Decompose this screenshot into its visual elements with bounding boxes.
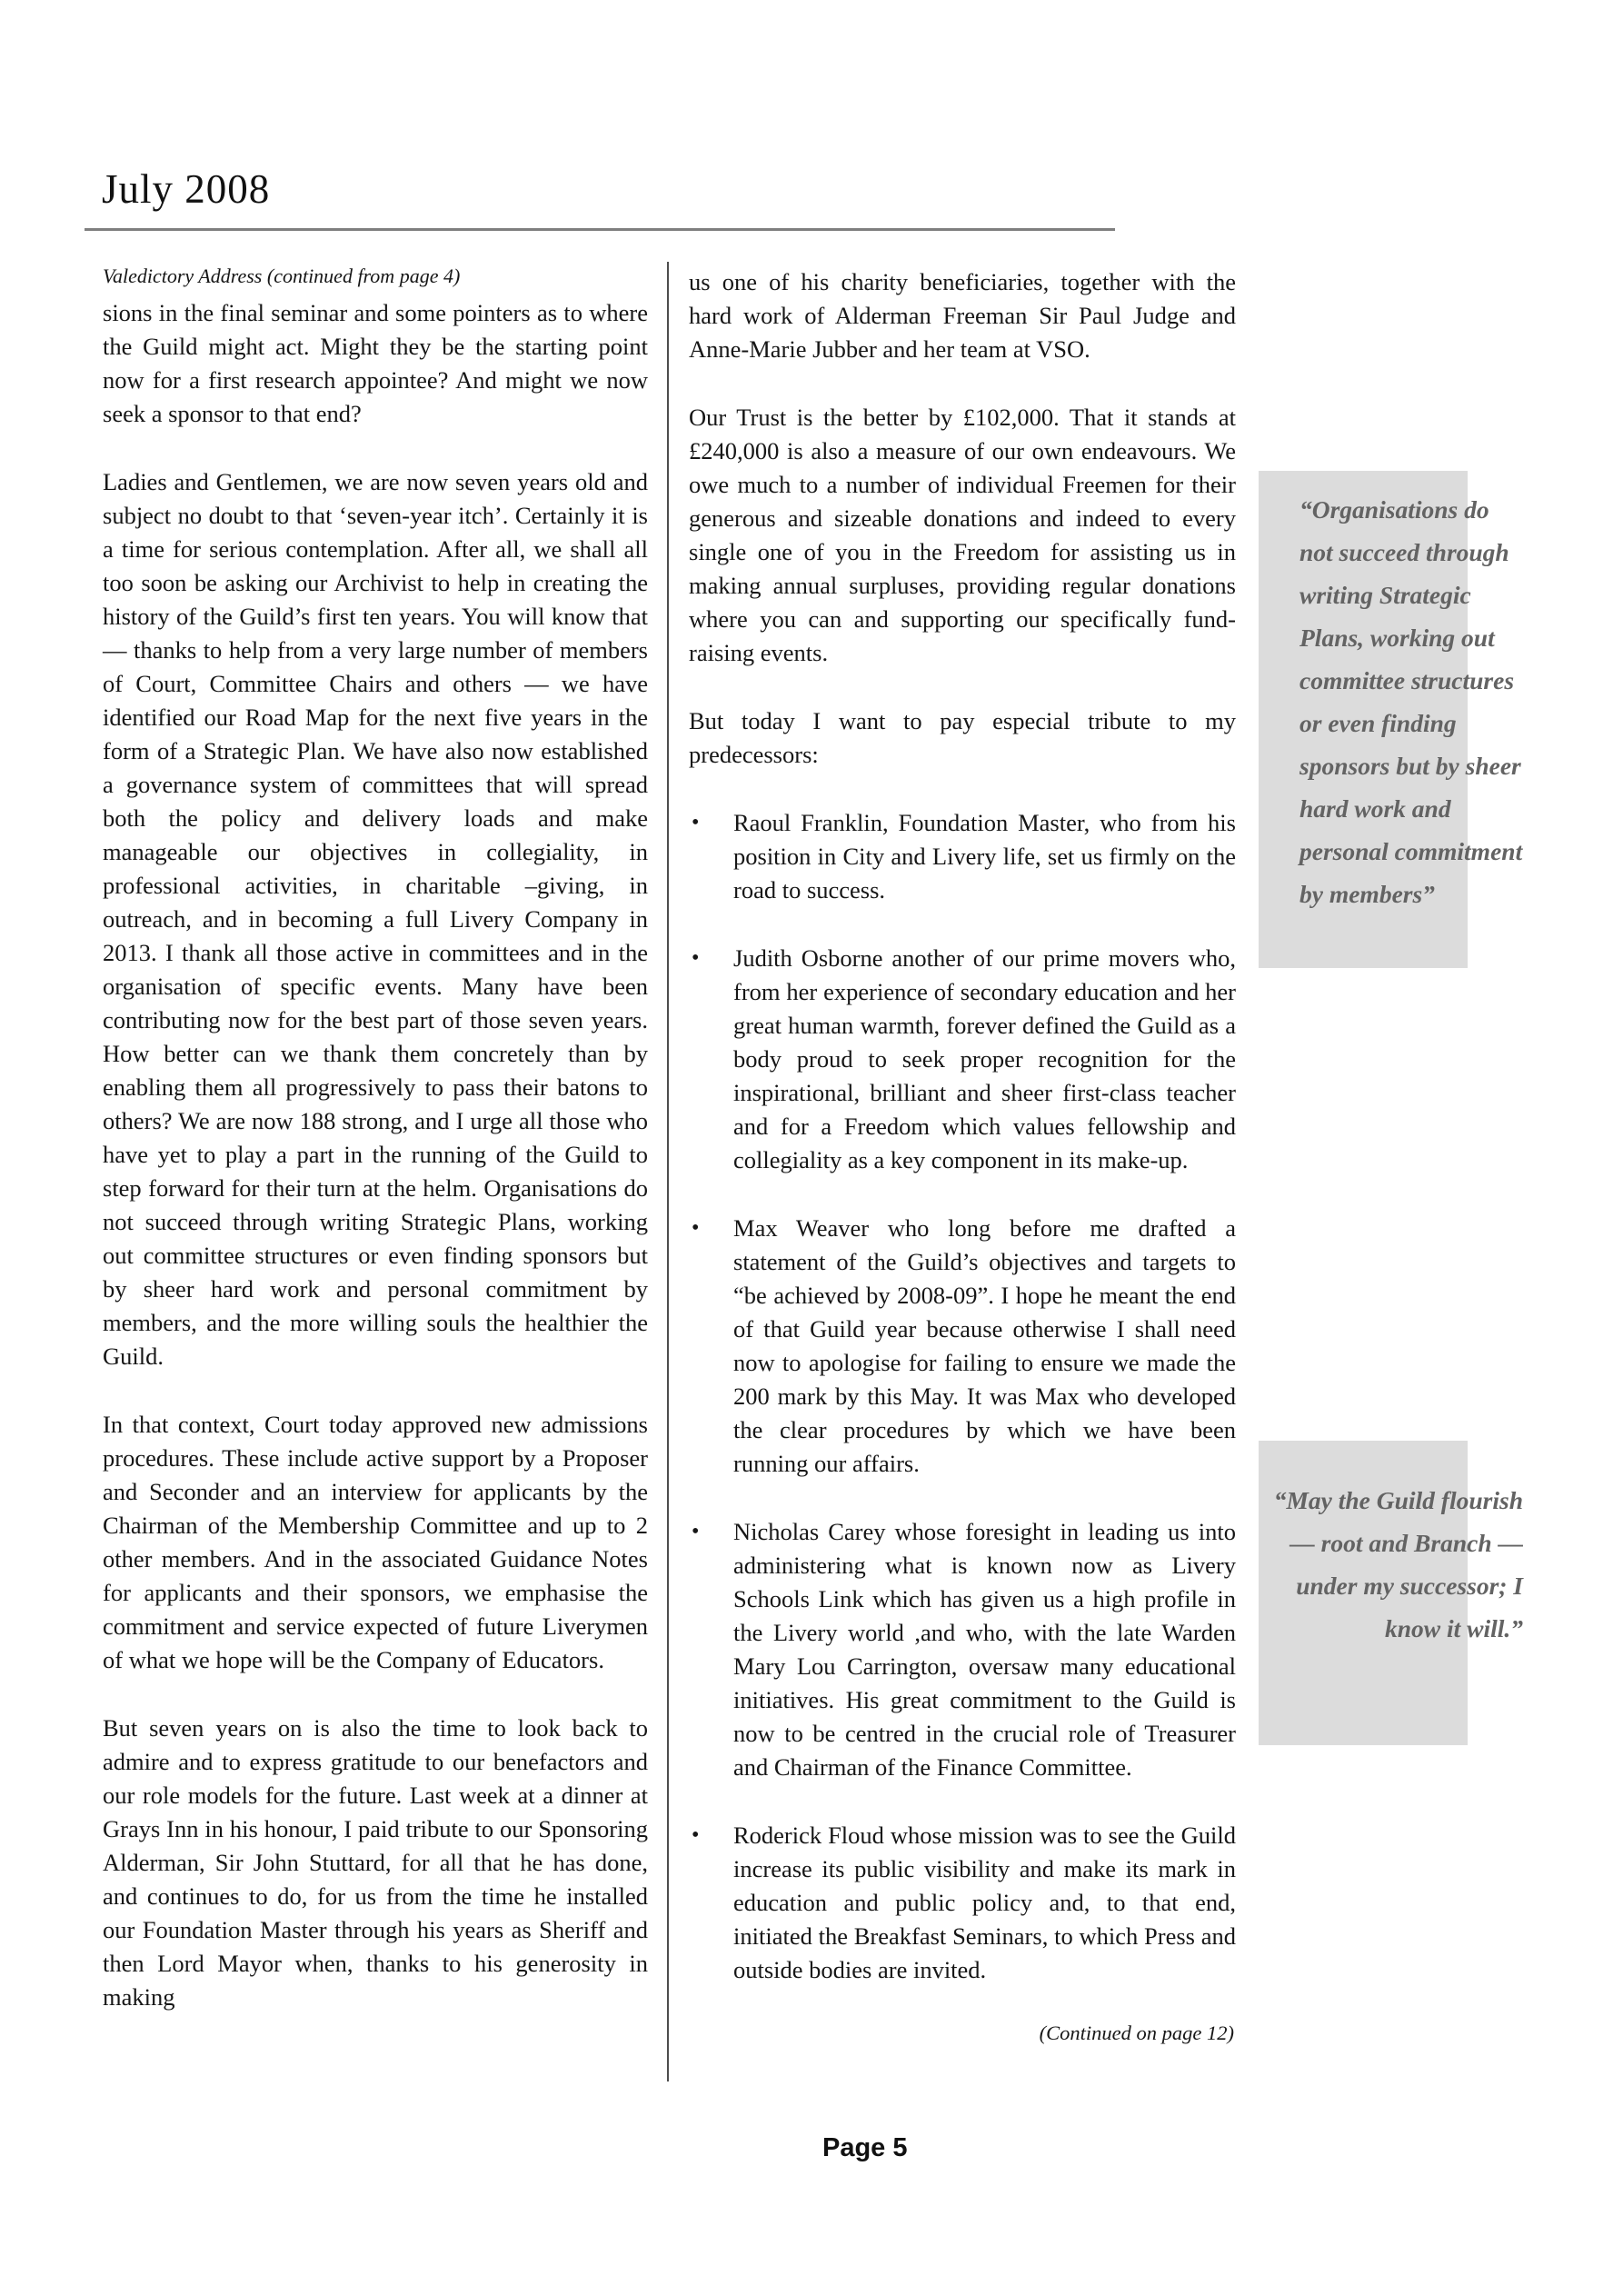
paragraph: sions in the final seminar and some pointers as to where the Guild might act. Might they be the starting point now for a first research appointee? And might we now seek a sponsor to that end? — [103, 299, 648, 427]
bullet-list — [689, 806, 1236, 1987]
bullet-icon: • — [692, 1823, 700, 1847]
bullet-icon: • — [692, 1520, 700, 1543]
paragraph: But today I want to pay especial tribute to my predecessors: — [689, 707, 1236, 768]
column-divider — [667, 262, 669, 2081]
pull-quote-2: “May the Guild flourish — root and Branch — under my successor; I know it will.” — [1273, 1486, 1523, 1642]
bullet-icon: • — [692, 1216, 700, 1240]
bullet-text: Nicholas Carey whose foresight in leading us into administering what is known now as Livery Schools Link which has given us a high profile in the Livery world ,and who, with the late Warden Mary Lou Carrington, oversaw many educational initiatives. His great commitment to the Guild is now to be centred in the crucial role of Treasurer and Chairman of the Finance Committee. — [733, 1518, 1236, 1781]
bullet-item — [689, 942, 1236, 1177]
bullet-item — [689, 1819, 1236, 1987]
bullet-icon: • — [692, 811, 700, 834]
bullet-text: Roderick Floud whose mission was to see the Guild increase its public visibility and make its mark in education and public policy and, to that end, initiated the Breakfast Seminars, to which Press and outside bodies are invited. — [733, 1822, 1236, 1983]
page-number: Page 5 — [822, 2133, 908, 2162]
paragraph: us one of his charity beneficiaries, together with the hard work of Alderman Freeman Sir Paul Judge and Anne-Marie Jubber and her team at VSO. — [689, 268, 1236, 363]
left-column — [103, 264, 648, 2049]
bullet-text: Max Weaver who long before me drafted a statement of the Guild’s objectives and targets to “be achieved by 2008-09”. I hope he meant the end of that Guild year because otherwise I shall need now to apologise for failing to ensure we made the 200 mark by this May. It was Max who developed the clear procedures by which we have been running our affairs. — [733, 1214, 1236, 1477]
paragraph: Our Trust is the better by £102,000. That it stands at £240,000 is also a measure of our own endeavours. We owe much to a number of individual Freemen for their generous and sizeable donations and indeed to every single one of you in the Freedom for assisting us in making annual surpluses, providing regular donations where you can and supporting our specifically fund-raising events. — [689, 404, 1236, 666]
page-title: July 2008 — [102, 166, 271, 212]
paragraph: Ladies and Gentlemen, we are now seven years old and subject no doubt to that ‘seven-year itch’. Certainly it is a time for serious contemplation. After all, we shall all too soon be asking our Archivist to help in creating the history of the Guild’s first ten years. You will know that — thanks to help from a very large number of members of Court, Committee Chairs and others — we have identified our Road Map for the next five years in the form of a Strategic Plan. We have also now established a governance system of committees that will spread both the policy and delivery loads and make manageable our objectives in collegiality, in professional activities, in charitable –giving, in outreach, and in becoming a full Livery Company in 2013. I thank all those active in committees and in the organisation of specific events. Many have been contributing now for the best part of those seven years. How better can we thank them concretely than by enabling them all progressively to pass their batons to others? We are now 188 strong, and I urge all those who have yet to play a part in the running of the Guild to step forward for their turn at the helm. Organisations do not succeed through writing Strategic Plans, working out committee structures or even finding sponsors but by sheer hard work and personal commitment by members, and the more willing souls the healthier the Guild. — [103, 468, 648, 1370]
paragraph: In that context, Court today approved new admissions procedures. These include active support by a Proposer and Seconder and an interview for applicants by the Chairman of the Membership Committee and up to 2 other members. And in the associated Guidance Notes for applicants and their sponsors, we emphasise the commitment and service expected of future Liverymen of what we hope will be the Company of Educators. — [103, 1411, 648, 1673]
left-column-paragraphs — [103, 296, 648, 2014]
bullet-text: Raoul Franklin, Foundation Master, who from his position in City and Livery life, set us firmly on the road to success. — [733, 809, 1236, 903]
bullet-item — [689, 806, 1236, 907]
right-column-paragraphs — [689, 265, 1236, 772]
header-rule — [85, 228, 1115, 231]
bullet-item — [689, 1212, 1236, 1481]
bullet-item — [689, 1515, 1236, 1784]
paragraph: But seven years on is also the time to look back to admire and to express gratitude to our benefactors and our role models for the future. Last week at a dinner at Grays Inn in his honour, I paid tribute to our Sponsoring Alderman, Sir John Stuttard, for all that he has done, and continues to do, for us from the time he installed our Foundation Master through his years as Sheriff and then Lord Mayor when, thanks to his generosity in making — [103, 1714, 648, 2011]
pull-quote-1: “Organisations do not succeed through writing Strategic Plans, working out committee structures or even finding sponsors but by sheer hard work and personal commitment by members” — [1299, 495, 1523, 908]
bullet-icon: • — [692, 946, 700, 970]
continuation-note: (Continued on page 12) — [1039, 2021, 1234, 2044]
right-column — [689, 265, 1236, 2045]
article-caption: Valedictory Address (continued from page 4) — [103, 265, 461, 287]
bullet-text: Judith Osborne another of our prime movers who, from her experience of secondary education and her great human warmth, forever defined the Guild as a body proud to seek proper recognition for the inspirational, brilliant and sheer first-class teacher and for a Freedom which values fellowship and collegiality as a key component in its make-up. — [733, 944, 1236, 1173]
